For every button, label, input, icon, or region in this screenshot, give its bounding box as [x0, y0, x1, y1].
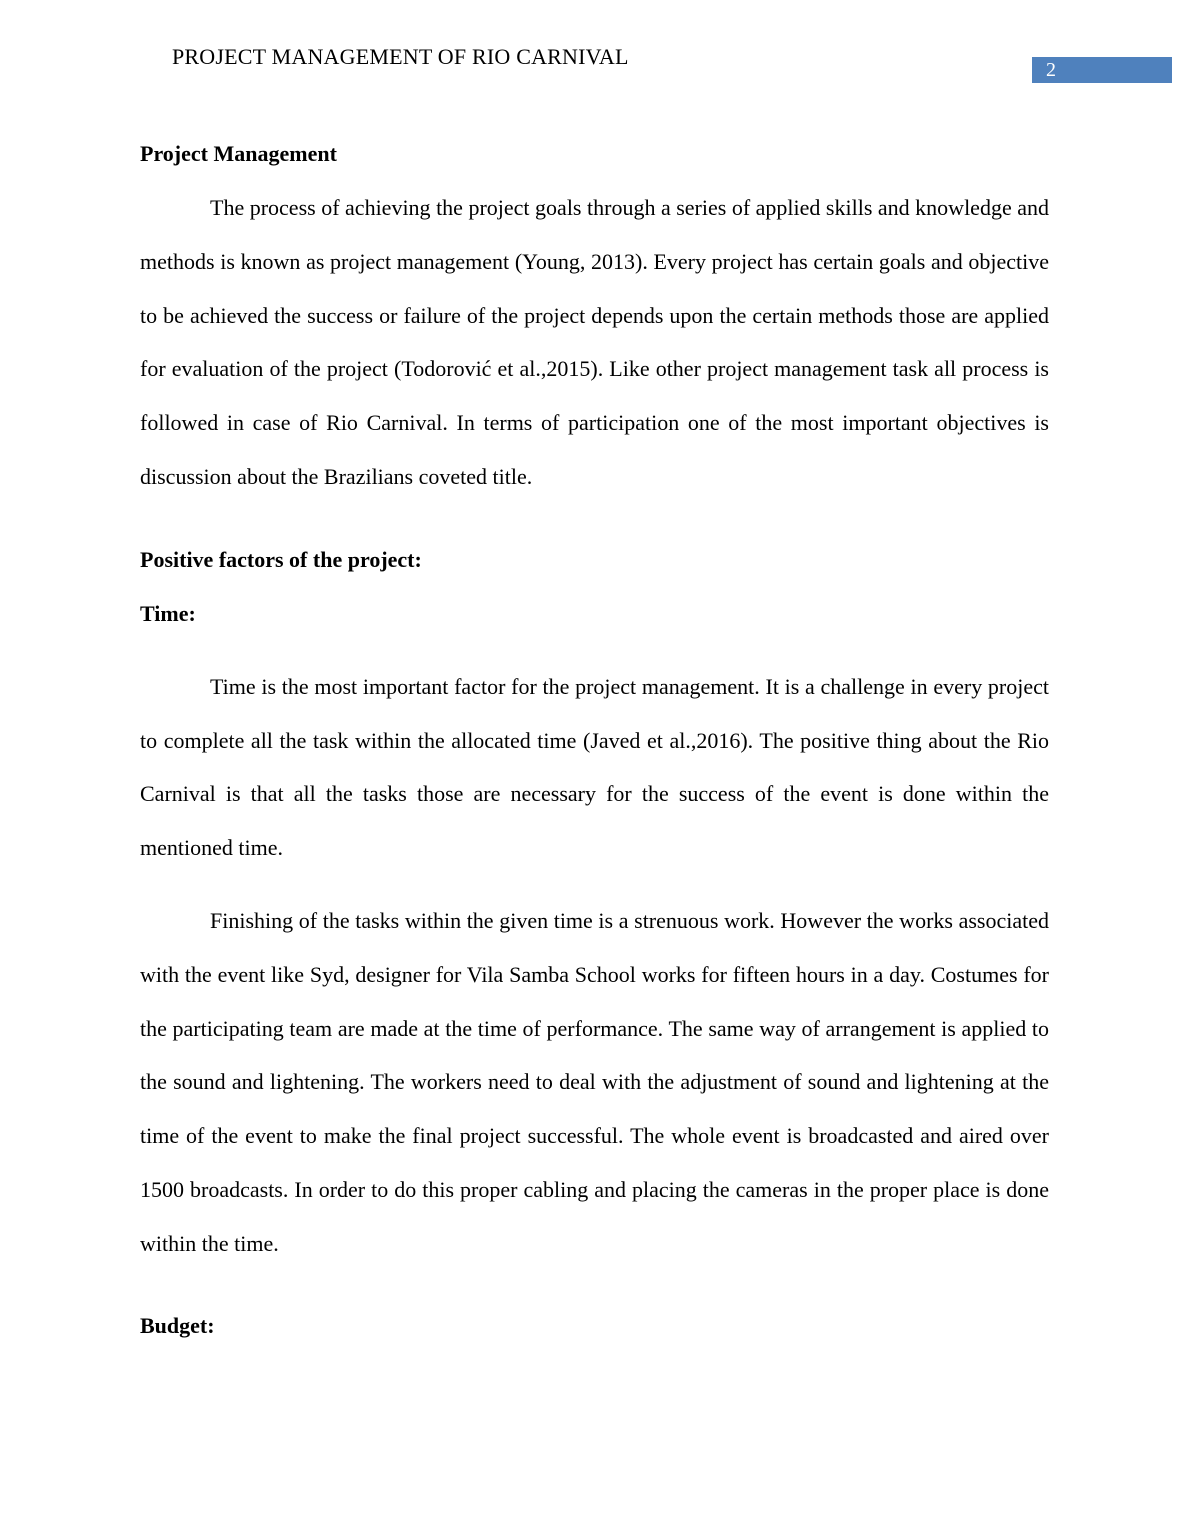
- page-number: 2: [1046, 59, 1056, 81]
- page-number-badge: [1032, 57, 1172, 83]
- section-heading-positive-factors: Positive factors of the project:: [140, 546, 422, 572]
- running-head: PROJECT MANAGEMENT OF RIO CARNIVAL: [172, 44, 629, 69]
- paragraph-project-management: The process of achieving the project goals through a series of applied skills and knowledge and methods is known as project management (Young, 2013). Every project has certain goals and objective to be achieved the success or failure of the project depends upon the certain methods those are applied for evaluation of the project (Todorović et al.,2015). Like other project management task all process is followed in case of Rio Carnival. In terms of participation one of the most important objectives is discussion about the Brazilians coveted title.: [140, 195, 1049, 489]
- subheading-budget: Budget:: [140, 1312, 215, 1338]
- section-heading-project-management: Project Management: [140, 141, 337, 166]
- paragraph-time-1: Time is the most important factor for the project management. It is a challenge in every project to complete all the task within the allocated time (Javed et al.,2016). The positive thing about the Rio Carnival is that all the tasks those are necessary for the success of the event is done within the mentioned time.: [140, 673, 1049, 861]
- subheading-time: Time:: [140, 600, 196, 626]
- paragraph-time-2: Finishing of the tasks within the given time is a strenuous work. However the works associated with the event like Syd, designer for Vila Samba School works for fifteen hours in a day. Costumes for the participating team are made at the time of performance. The same way of arrangement is applied to the sound and lightening. The workers need to deal with the adjustment of sound and lightening at the time of the event to make the final project successful. The whole event is broadcasted and aired over 1500 broadcasts. In order to do this proper cabling and placing the cameras in the proper place is done within the time.: [140, 907, 1049, 1256]
- document-body: [140, 140, 1049, 1340]
